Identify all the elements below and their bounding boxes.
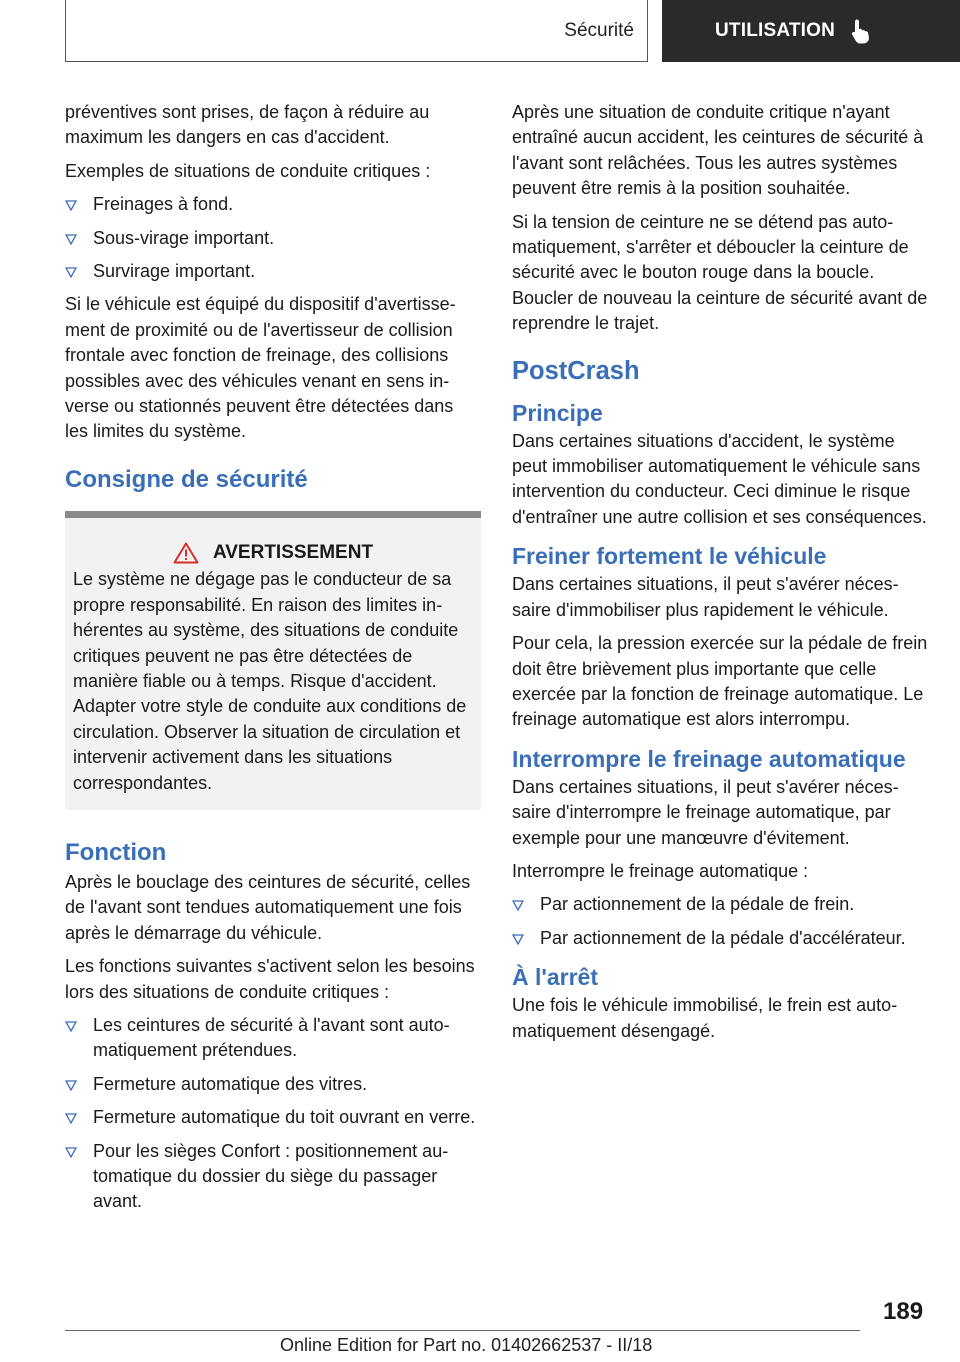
bullet-list — [65, 1013, 481, 1215]
paragraph: préventives sont prises, de façon à réduire au maximum les dangers en cas d'accident. — [65, 102, 430, 148]
paragraph: Dans certaines situations, il peut s'avérer nécessaire d'immobiliser plus rapidement le véhicule. — [512, 574, 899, 620]
section-header-tab — [65, 0, 648, 62]
bullet-triangle-icon — [65, 267, 77, 278]
section-title: Sécurité — [564, 19, 634, 41]
list-item: Fermeture automatique des vitres. — [65, 1072, 481, 1097]
paragraph: Les fonctions suivantes s'activent selon les besoins lors des situations de conduite critiques : — [65, 956, 475, 1002]
paragraph: Dans certaines situations d'accident, le système peut immobiliser automatiquement le véhicule sans intervention du conducteur. Ceci diminue le risque d'entraîner une autre collision et ses conséquences. — [512, 430, 927, 527]
list-item: Sous-virage important. — [65, 226, 481, 251]
left-column — [65, 100, 481, 1223]
bullet-triangle-icon — [512, 934, 524, 945]
section-heading-function: Fonction — [65, 838, 167, 866]
paragraph: Après une situation de conduite critique n'ayant entraîné aucun accident, les ceintures de sécurité à l'avant sont relâchées. Tous les autres systèmes peuvent être remis à la position souhaitée. — [512, 102, 924, 199]
list-item: Freinages à fond. — [65, 192, 481, 217]
bullet-triangle-icon — [65, 1113, 77, 1124]
paragraph: Pour cela, la pression exercée sur la pédale de frein doit être brièvement plus importante que celle exercée par la fonction de freinage automatique. Le freinage automatique est alors interrompu. — [512, 633, 928, 730]
pointing-hand-icon — [849, 18, 873, 44]
list-item: Par actionnement de la pédale de frein. — [512, 892, 928, 917]
section-heading-postcrash: PostCrash — [512, 356, 640, 385]
paragraph: Interrompre le freinage automatique : — [512, 860, 809, 881]
list-item: Par actionnement de la pédale d'accélérateur. — [512, 926, 928, 951]
bullet-triangle-icon — [65, 1080, 77, 1091]
paragraph: Si le véhicule est équipé du dispositif d'avertissement de proximité ou de l'avertisseur de collision frontale avec fonction de freinage, des collisions possibles avec des véhicules venant en sens inverse ou stationnés peuvent être détectées dans les limites du système. — [65, 294, 456, 442]
chapter-title: UTILISATION — [715, 20, 836, 41]
warning-title: AVERTISSEMENT — [73, 540, 473, 565]
bullet-triangle-icon — [512, 900, 524, 911]
paragraph: Après le bouclage des ceintures de sécurité, celles de l'avant sont tendues automatiquement une fois après le démarrage du véhicule. — [65, 871, 471, 943]
warning-triangle-icon — [173, 542, 199, 564]
right-column — [512, 100, 928, 1052]
warning-text: Le système ne dégage pas le conducteur de sa propre responsabilité. En raison des limites inhérentes au système, des situations de conduite critiques peuvent ne pas être détectées de manière fiable ou à temps. Risque d'accident. Adapter votre style de conduite aux conditions de circulation. Observer la situation de circulation et intervenir activement dans les situations correspondantes. — [73, 569, 467, 793]
page-number: 189 — [883, 1298, 924, 1325]
paragraph: Une fois le véhicule immobilisé, le frein est automatiquement désengagé. — [512, 995, 898, 1041]
list-item: Fermeture automatique du toit ouvrant en verre. — [65, 1105, 481, 1130]
list-item: Pour les sièges Confort : positionnement automatique du dossier du siège du passager avant. — [65, 1139, 481, 1215]
paragraph: Si la tension de ceinture ne se détend pas automatiquement, s'arrêter et déboucler la ceinture de sécurité avec le bouton rouge dans la boucle. Boucler de nouveau la ceinture de sécurité avant de reprendre le trajet. — [512, 211, 928, 334]
paragraph: Exemples de situations de conduite critiques : — [65, 160, 431, 181]
chapter-header-tab — [662, 0, 960, 62]
subheading-interrupt: Interrompre le freinage automatique — [512, 745, 906, 772]
bullet-triangle-icon — [65, 234, 77, 245]
list-item: Les ceintures de sécurité à l'avant sont automatiquement prétendues. — [65, 1013, 481, 1064]
bullet-list — [512, 892, 928, 951]
bullet-triangle-icon — [65, 200, 77, 211]
subheading-brake: Freiner fortement le véhicule — [512, 543, 827, 570]
subheading-principle: Principe — [512, 399, 603, 426]
footer-divider — [65, 1330, 860, 1331]
section-heading-safety: Consigne de sécurité — [65, 465, 308, 493]
warning-box — [65, 511, 481, 810]
list-item: Survirage important. — [65, 259, 481, 284]
paragraph: Dans certaines situations, il peut s'avérer nécessaire d'interrompre le freinage automatique, par exemple pour une manœuvre d'évitement. — [512, 776, 899, 848]
footer-edition: Online Edition for Part no. 01402662537 - II/18 — [280, 1335, 653, 1355]
bullet-list — [65, 192, 481, 284]
subheading-stop: À l'arrêt — [512, 964, 599, 991]
bullet-triangle-icon — [65, 1021, 77, 1032]
bullet-triangle-icon — [65, 1147, 77, 1158]
